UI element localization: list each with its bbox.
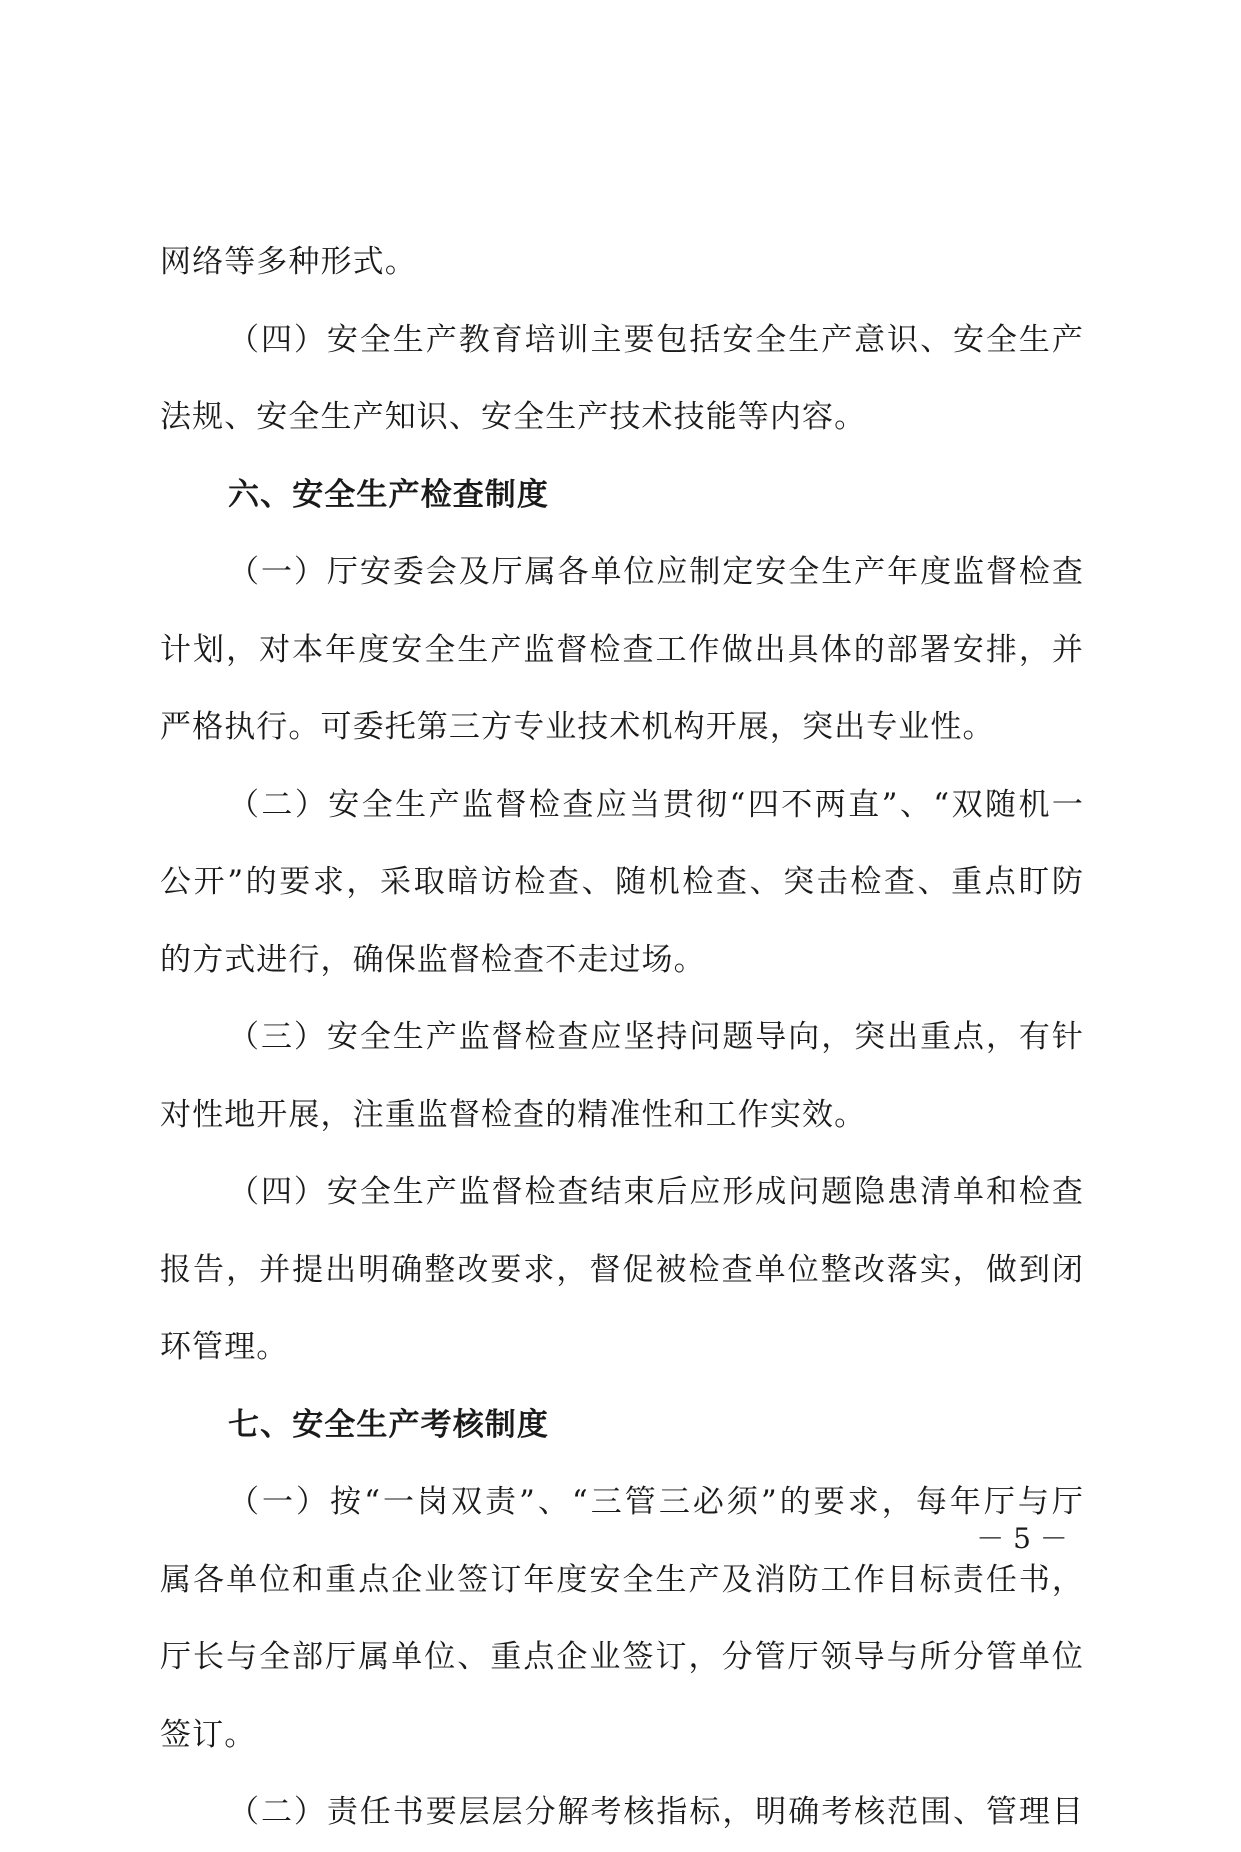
paragraph-line: 属各单位和重点企业签订年度安全生产及消防工作目标责任书， bbox=[160, 1561, 1084, 1598]
paragraph-line: （一）按“一岗双责”、“三管三必须”的要求，每年厅与厅 bbox=[228, 1484, 1084, 1520]
paragraph-line: 环管理。 bbox=[160, 1329, 289, 1365]
paragraph-line: 签订。 bbox=[160, 1716, 257, 1753]
paragraph-line: （一）厅安委会及厅属各单位应制定安全生产年度监督检查 bbox=[228, 554, 1084, 590]
paragraph-line: （四）安全生产监督检查结束后应形成问题隐患清单和检查 bbox=[228, 1174, 1084, 1210]
paragraph-line: 严格执行。可委托第三方专业技术机构开展，突出专业性。 bbox=[160, 709, 995, 745]
paragraph-line: 报告，并提出明确整改要求，督促被检查单位整改落实，做到闭 bbox=[160, 1251, 1084, 1288]
paragraph-line: 的方式进行，确保监督检查不走过场。 bbox=[160, 941, 706, 978]
paragraph-line: （四）安全生产教育培训主要包括安全生产意识、安全生产 bbox=[228, 321, 1084, 358]
paragraph-line: （二）责任书要层层分解考核指标，明确考核范围、管理目 bbox=[228, 1794, 1084, 1830]
paragraph-line: 厅长与全部厅属单位、重点企业签订，分管厅领导与所分管单位 bbox=[160, 1639, 1084, 1675]
paragraph-line: 对性地开展，注重监督检查的精准性和工作实效。 bbox=[160, 1096, 867, 1133]
paragraph-line: （三）安全生产监督检查应坚持问题导向，突出重点，有针 bbox=[228, 1019, 1084, 1055]
page-number: － 5 － bbox=[976, 1522, 1068, 1555]
paragraph-line: 法规、安全生产知识、安全生产技术技能等内容。 bbox=[160, 399, 867, 435]
section-heading: 七、安全生产考核制度 bbox=[228, 1406, 549, 1443]
document-body bbox=[160, 224, 1084, 1852]
paragraph-line: 网络等多种形式。 bbox=[160, 244, 417, 280]
paragraph-line: 公开”的要求，采取暗访检查、随机检查、突击检查、重点盯防 bbox=[160, 864, 1084, 900]
paragraph-line: （二）安全生产监督检查应当贯彻“四不两直”、“双随机一 bbox=[228, 786, 1084, 823]
paragraph-line: 计划，对本年度安全生产监督检查工作做出具体的部署安排，并 bbox=[160, 631, 1084, 668]
section-heading: 六、安全生产检查制度 bbox=[228, 476, 549, 513]
